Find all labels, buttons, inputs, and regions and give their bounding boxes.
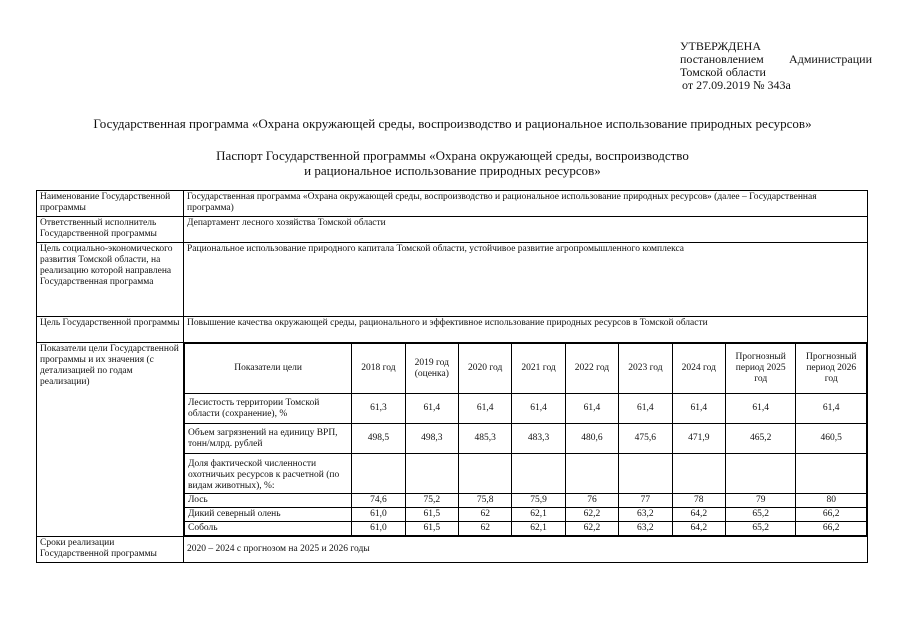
indicator-value: 62,2 [565, 522, 618, 536]
approval-line1: УТВЕРЖДЕНА [680, 39, 762, 53]
indicator-value: 74,6 [352, 494, 405, 508]
indicator-value [352, 454, 405, 494]
header-2026: Прогнозный период 2026 год [796, 344, 867, 394]
indicator-value: 498,3 [405, 424, 458, 454]
indicator-value: 79 [725, 494, 796, 508]
indicator-value [796, 454, 867, 494]
program-name-label: Наименование Государственной программы [37, 191, 184, 217]
indicator-value: 75,9 [512, 494, 565, 508]
indicator-value [619, 454, 672, 494]
program-title: Государственная программа «Охрана окружающей среды, воспроизводство и рациональное использование природных ресурсов» [93, 116, 812, 131]
indicator-value: 61,5 [405, 522, 458, 536]
indicator-value: 460,5 [796, 424, 867, 454]
header-2024: 2024 год [672, 344, 725, 394]
row-socio-goal [37, 243, 868, 317]
program-goal-value: Повышение качества окружающей среды, рационального и эффективное использование природных ресурсов в Томской области [184, 317, 868, 343]
indicator-value: 62,2 [565, 508, 618, 522]
indicator-value: 66,2 [796, 508, 867, 522]
indicator-value: 65,2 [725, 508, 796, 522]
header-2025: Прогнозный период 2025 год [725, 344, 796, 394]
indicator-value: 475,6 [619, 424, 672, 454]
indicator-value: 66,2 [796, 522, 867, 536]
passport-table [36, 190, 868, 563]
indicator-value: 61,4 [619, 394, 672, 424]
header-indicator: Показатели цели [185, 344, 352, 394]
indicator-value [405, 454, 458, 494]
indicator-value: 61,4 [565, 394, 618, 424]
header-2022: 2022 год [565, 344, 618, 394]
indicator-value: 63,2 [619, 522, 672, 536]
indicator-name: Лесистость территории Томской области (сохранение), % [185, 394, 352, 424]
indicator-value: 75,2 [405, 494, 458, 508]
indicator-value [512, 454, 565, 494]
indicator-value: 61,4 [796, 394, 867, 424]
header-2020: 2020 год [459, 344, 512, 394]
indicator-value: 61,0 [352, 522, 405, 536]
indicator-value: 62 [459, 508, 512, 522]
indicator-name: Дикий северный олень [185, 508, 352, 522]
indicator-value: 64,2 [672, 522, 725, 536]
row-indicators [37, 343, 868, 537]
socio-goal-label: Цель социально-экономического развития Томской области, на реализацию которой направлена Государственная программа [37, 243, 184, 317]
indicator-value: 77 [619, 494, 672, 508]
indicator-name: Объем загрязнений на единицу ВРП, тонн/млрд. рублей [185, 424, 352, 454]
header-2018: 2018 год [352, 344, 405, 394]
row-program-goal [37, 317, 868, 343]
indicator-value: 61,4 [459, 394, 512, 424]
row-program-name [37, 191, 868, 217]
indicator-row [185, 394, 867, 424]
terms-value: 2020 – 2024 с прогнозом на 2025 и 2026 годы [184, 537, 868, 563]
indicator-name: Соболь [185, 522, 352, 536]
indicator-value: 498,5 [352, 424, 405, 454]
indicator-value: 61,4 [512, 394, 565, 424]
indicator-value [725, 454, 796, 494]
program-name-value: Государственная программа «Охрана окружающей среды, воспроизводство и рациональное использование природных ресурсов» (далее – Государственная программа) [184, 191, 868, 217]
indicator-value [672, 454, 725, 494]
header-2023: 2023 год [619, 344, 672, 394]
program-goal-label: Цель Государственной программы [37, 317, 184, 343]
indicator-row [185, 454, 867, 494]
indicator-value: 61,4 [725, 394, 796, 424]
indicator-value: 62,1 [512, 508, 565, 522]
indicator-value: 65,2 [725, 522, 796, 536]
indicators-body [185, 344, 867, 536]
indicator-value: 61,0 [352, 508, 405, 522]
indicator-value: 483,3 [512, 424, 565, 454]
indicator-row [185, 424, 867, 454]
indicator-value [459, 454, 512, 494]
indicator-value: 62 [459, 522, 512, 536]
executor-value: Департамент лесного хозяйства Томской области [184, 217, 868, 243]
indicators-label: Показатели цели Государственной программы и их значения (с детализацией по годам реализации) [37, 343, 184, 537]
indicator-value: 80 [796, 494, 867, 508]
approval-line4: от 27.09.2019 № 343а [682, 78, 791, 92]
indicator-value: 465,2 [725, 424, 796, 454]
approval-line3: Томской области [680, 65, 766, 79]
approval-line2: постановлением Администрации [680, 52, 872, 66]
indicator-row [185, 494, 867, 508]
indicator-value: 61,4 [672, 394, 725, 424]
executor-label: Ответственный исполнитель Государственной программы [37, 217, 184, 243]
indicator-value: 78 [672, 494, 725, 508]
indicator-value: 64,2 [672, 508, 725, 522]
indicators-cell [184, 343, 868, 537]
indicator-value: 61,3 [352, 394, 405, 424]
row-executor [37, 217, 868, 243]
indicator-value: 76 [565, 494, 618, 508]
row-terms [37, 537, 868, 563]
indicator-name: Лось [185, 494, 352, 508]
indicator-value: 63,2 [619, 508, 672, 522]
header-2019: 2019 год (оценка) [405, 344, 458, 394]
indicator-value: 485,3 [459, 424, 512, 454]
passport-title: Паспорт Государственной программы «Охрана окружающей среды, воспроизводство и рациональное использование природных ресурсов» [216, 148, 689, 178]
indicator-value: 61,4 [405, 394, 458, 424]
indicators-table [184, 343, 867, 536]
approval-stamp [680, 40, 872, 92]
indicator-value [565, 454, 618, 494]
indicator-row [185, 522, 867, 536]
indicator-value: 480,6 [565, 424, 618, 454]
indicators-header-row [185, 344, 867, 394]
indicator-row [185, 508, 867, 522]
socio-goal-value: Рациональное использование природного капитала Томской области, устойчивое развитие агропромышленного комплекса [184, 243, 868, 317]
header-2021: 2021 год [512, 344, 565, 394]
indicator-value: 62,1 [512, 522, 565, 536]
terms-label: Сроки реализации Государственной программы [37, 537, 184, 563]
indicator-value: 75,8 [459, 494, 512, 508]
indicator-name: Доля фактической численности охотничьих ресурсов к расчетной (по видам животных), %: [185, 454, 352, 494]
indicator-value: 471,9 [672, 424, 725, 454]
indicator-value: 61,5 [405, 508, 458, 522]
